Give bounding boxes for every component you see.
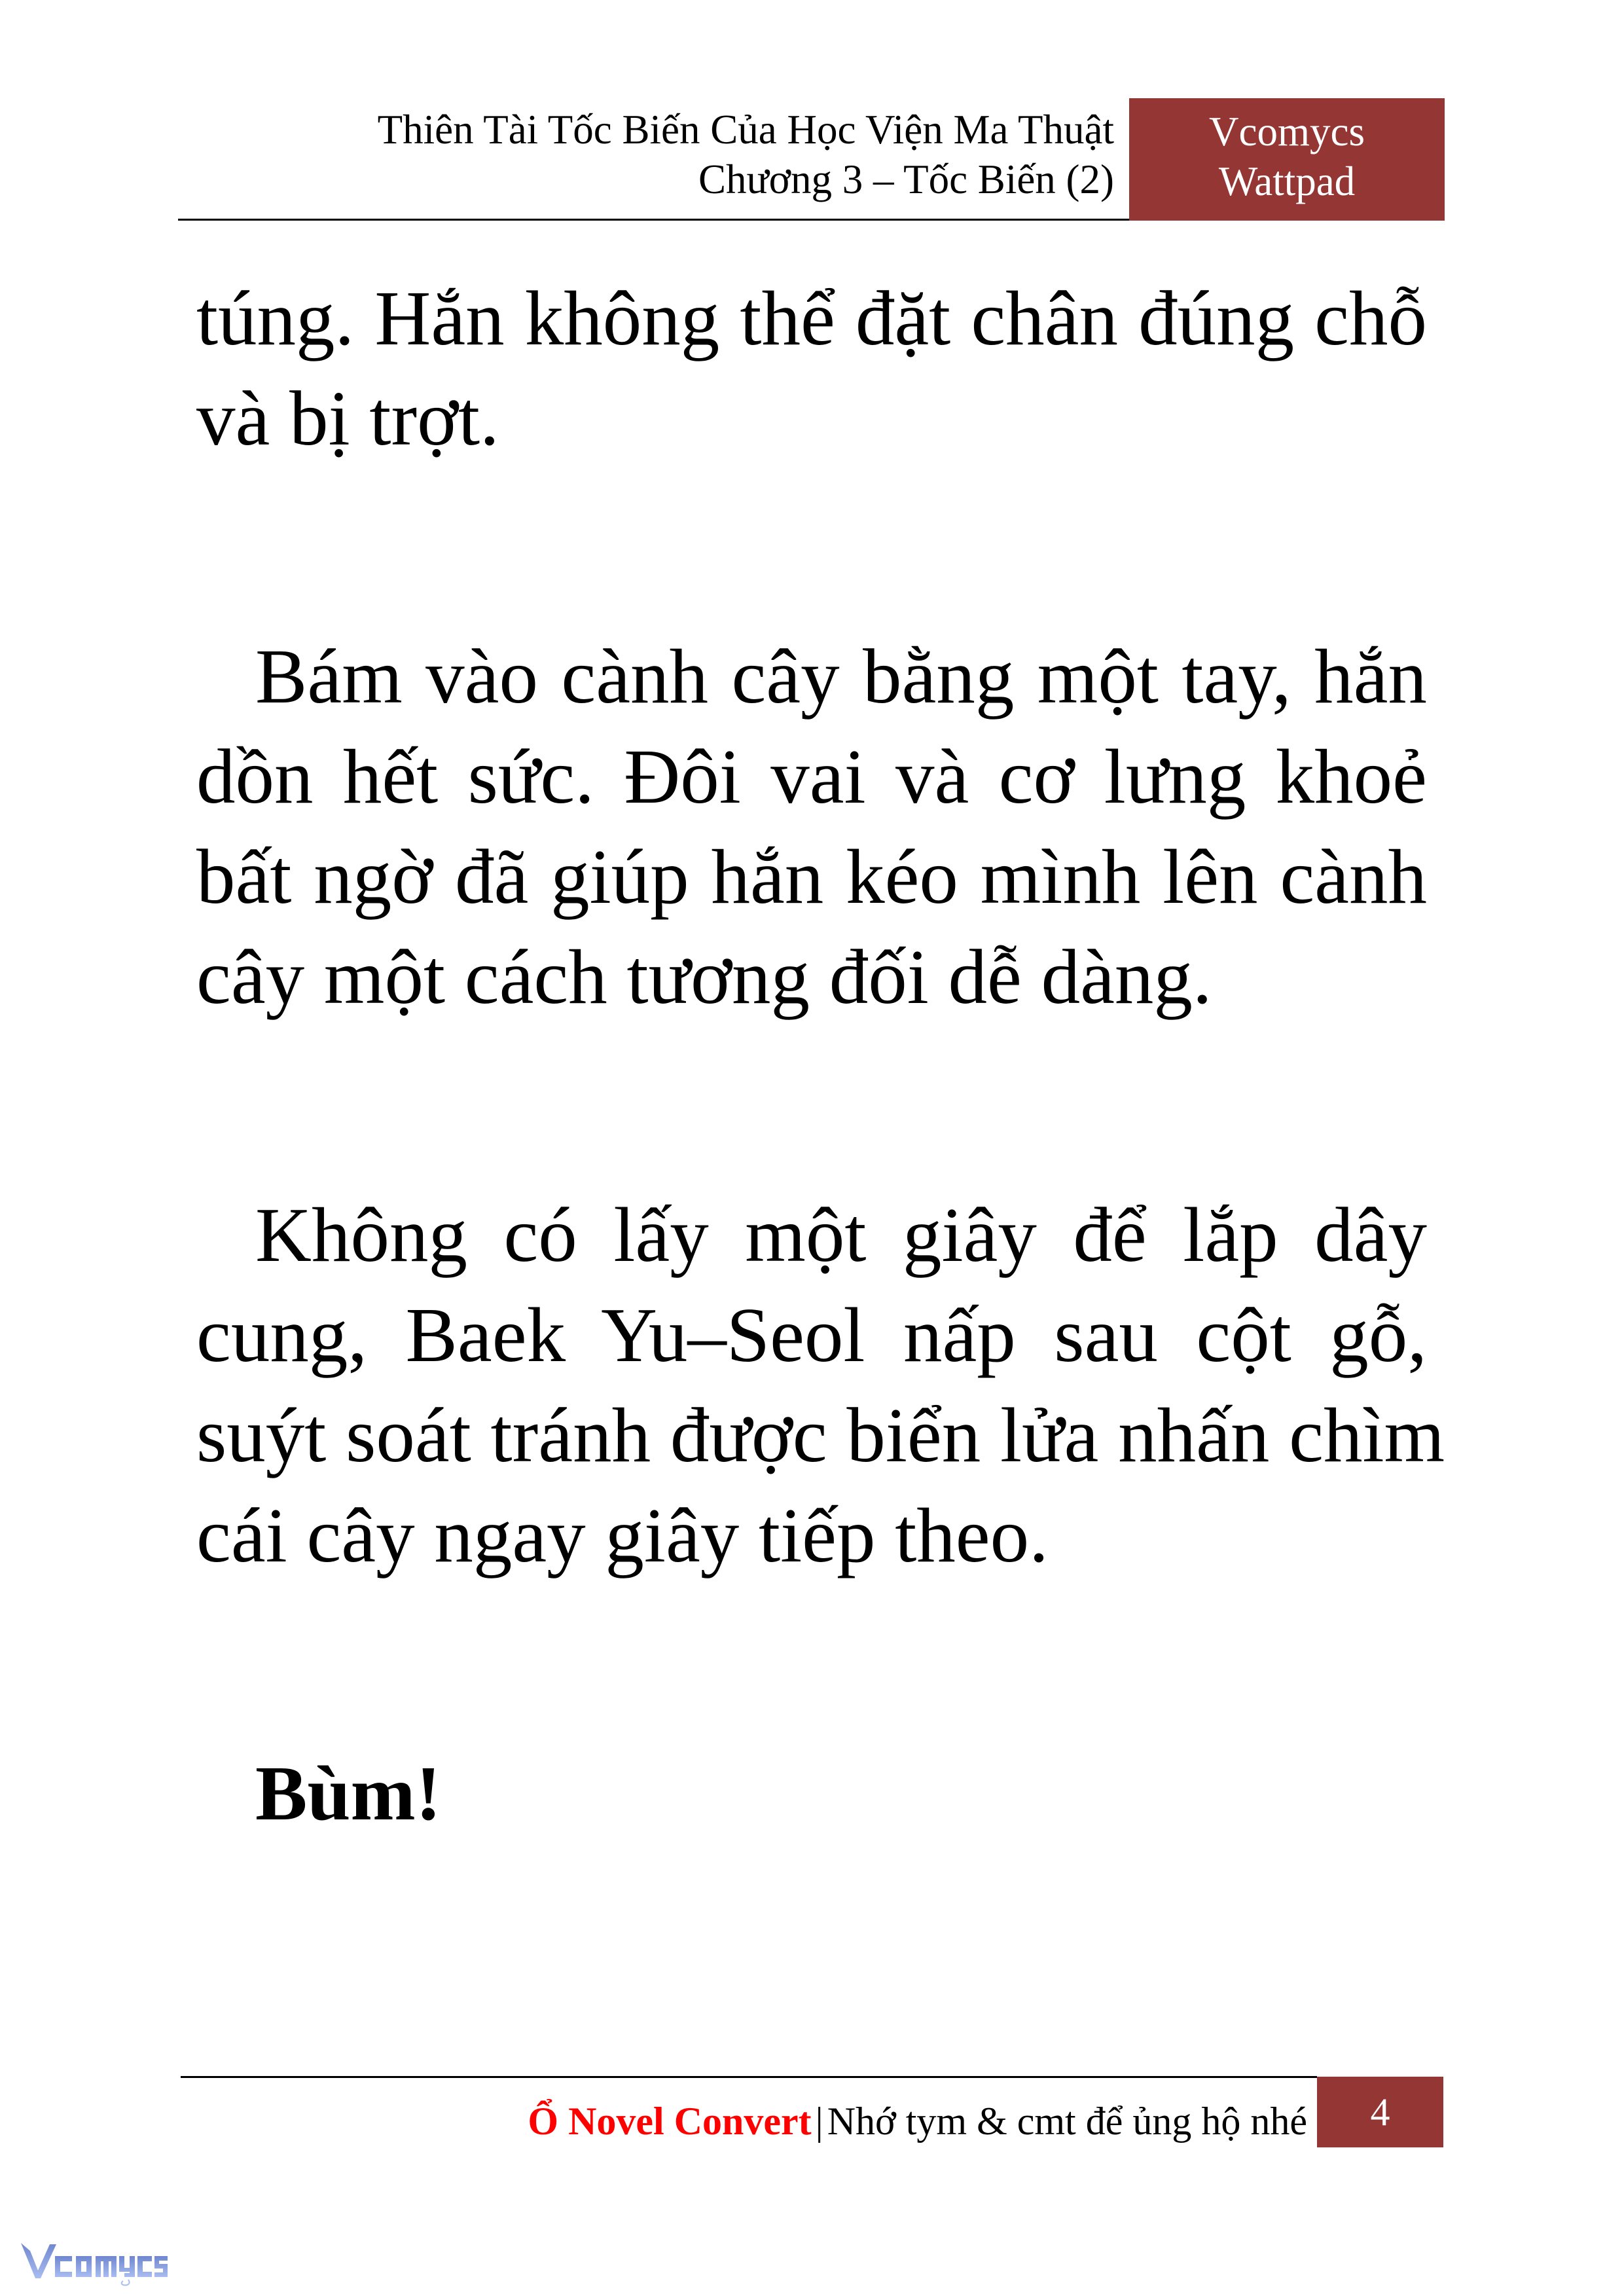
text-line: cung, Baek Yu–Seol nấp sau cột gỗ, — [196, 1292, 1427, 1378]
footer-credit — [196, 2095, 1307, 2147]
footer-message: Nhớ tym & cmt để ủng hộ nhé — [827, 2100, 1307, 2143]
footer-separator: | — [815, 2100, 823, 2143]
text-line: bất ngờ đã giúp hắn kéo mình lên cành — [196, 833, 1427, 920]
text-line: túng. Hắn không thể đặt chân đúng chỗ — [196, 275, 1427, 361]
page-body — [196, 268, 1445, 1844]
text-line: Bám vào cành cây bằng một tay, hắn — [255, 633, 1427, 720]
paragraph-2 — [196, 627, 1427, 1027]
text-line: Không có lấy một giây để lắp dây — [255, 1192, 1427, 1278]
source-badge — [1129, 98, 1445, 221]
running-header-title — [196, 105, 1114, 204]
text-line: cây một cách tương đối dễ dàng. — [196, 934, 1212, 1020]
footer-brand: Ổ Novel Convert — [528, 2100, 812, 2143]
page-number-badge — [1317, 2077, 1443, 2147]
book-title: Thiên Tài Tốc Biến Của Học Viện Ma Thuật — [377, 107, 1114, 153]
paragraph-sound-effect — [196, 1743, 1427, 1844]
header-divider — [178, 219, 1129, 221]
source-badge-line2: Wattpad — [1218, 158, 1356, 204]
sound-effect-text: Bùm! — [255, 1750, 442, 1836]
paragraph-1 — [196, 268, 1427, 469]
page-number: 4 — [1370, 2090, 1390, 2134]
vcomycs-logo-icon — [18, 2238, 169, 2290]
text-line: suýt soát tránh được biển lửa nhấn chìm — [196, 1392, 1445, 1478]
text-line: dồn hết sức. Đôi vai và cơ lưng khoẻ — [196, 733, 1427, 820]
source-badge-line1: Vcomycs — [1209, 109, 1365, 155]
paragraph-3 — [196, 1185, 1445, 1586]
footer-divider — [181, 2076, 1317, 2078]
chapter-title: Chương 3 – Tốc Biến (2) — [698, 156, 1114, 202]
text-line: cái cây ngay giây tiếp theo. — [196, 1492, 1049, 1578]
text-line: và bị trợt. — [196, 375, 499, 462]
